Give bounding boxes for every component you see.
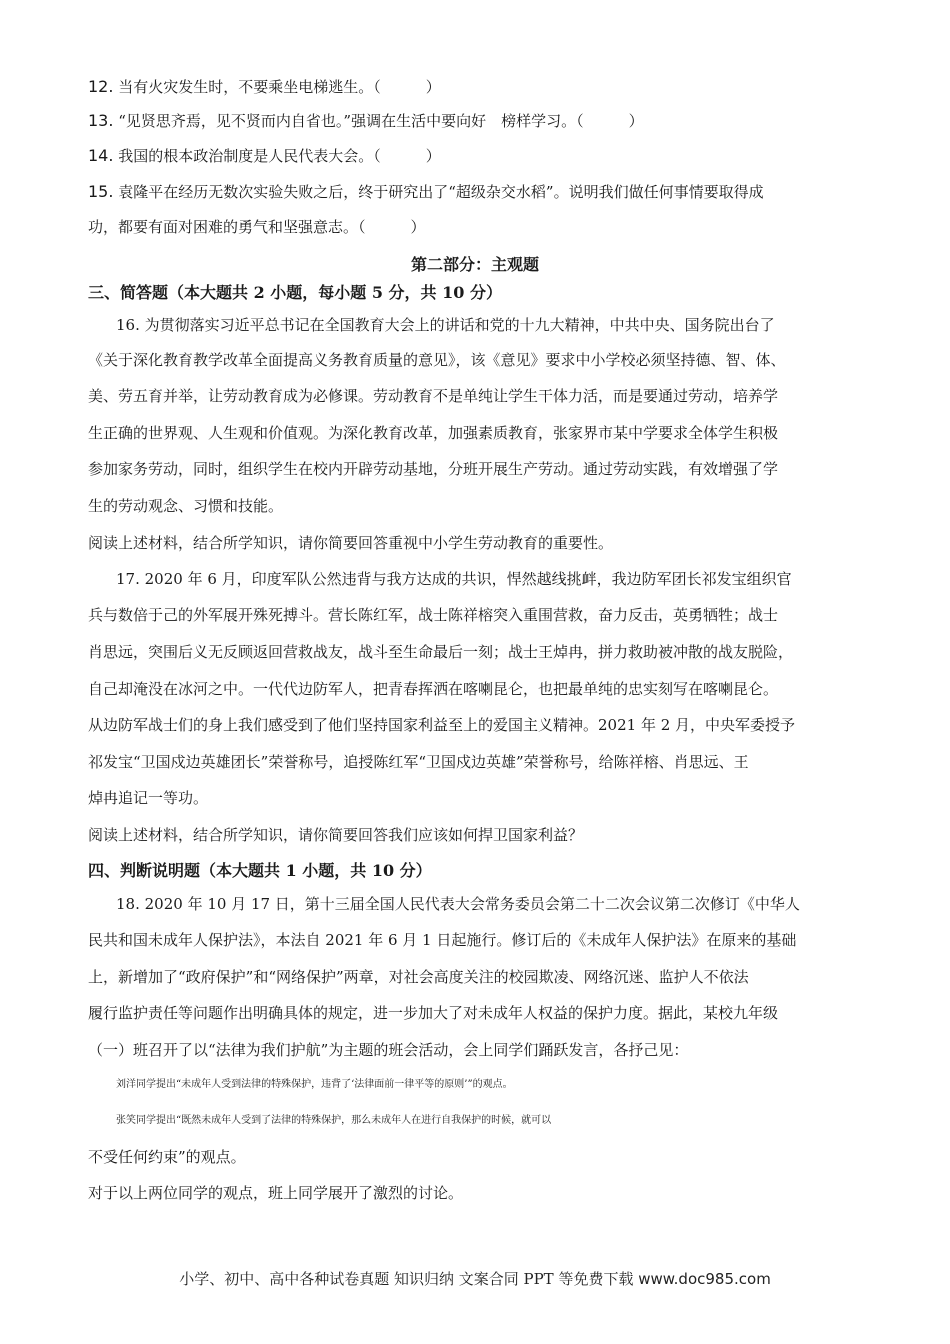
q16-line: 生正确的世界观、人生观和价值观。为深化教育改革，加强素质教育，张家界市某中学要求全体学生积极: [88, 424, 779, 442]
part2-title: 第二部分：主观题: [410, 255, 539, 274]
item-text: “见贤思齐焉，见不贤而内自省也。”强调在生活中要向好 榜样学习。（ ）: [118, 112, 644, 130]
q17-line: 自己却淹没在冰河之中。一代代边防军人，把青春挥洒在喀喇昆仑，也把最单纯的忠实刻写在喀喇昆仑。: [88, 680, 779, 698]
tf-item-15: [88, 181, 868, 203]
tf-item-15-continued: 功，都要有面对困难的勇气和坚强意志。（ ）: [88, 218, 426, 236]
q18-view2-continued: 不受任何约束”的观点。: [88, 1148, 246, 1166]
section3-heading: 三、简答题（本大题共 2 小题，每小题 5 分，共 10 分）: [88, 283, 502, 302]
q17-prompt: 阅读上述材料，结合所学知识，请你简要回答我们应该如何捍卫国家利益？: [88, 826, 584, 844]
item-text: 当有火灾发生时，不要乘坐电梯逃生。（ ）: [118, 78, 441, 96]
q18-line: 18. 2020 年 10 月 17 日，第十三届全国人民代表大会常务委员会第二十二次会议第二次修订《中华人: [116, 895, 800, 913]
q18-line: 上，新增加了“政府保护”和“网络保护”两章，对社会高度关注的校园欺凌、网络沉迷、监护人不依法: [88, 968, 749, 986]
item-number: 15.: [88, 182, 114, 201]
footer-url[interactable]: www.doc985.com: [638, 1270, 771, 1288]
footer-text: 小学、初中、高中各种试卷真题 知识归纳 文案合同 PPT 等免费下载: [179, 1270, 634, 1288]
q16-line: 生的劳动观念、习惯和技能。: [88, 497, 284, 515]
item-number: 13.: [88, 111, 114, 130]
tf-item-14: [88, 145, 868, 167]
q18-line: 民共和国未成年人保护法》，本法自 2021 年 6 月 1 日起施行。修订后的《未成年人保护法》在原来的基础: [88, 931, 797, 949]
q18-view1: 刘洋同学提出“未成年人受到法律的特殊保护，违背了‘法律面前一律平等的原则’”的观点。: [116, 1079, 513, 1090]
item-text: 袁隆平在经历无数次实验失败之后，终于研究出了“超级杂交水稻”。说明我们做任何事情要取得成: [118, 183, 764, 201]
q17-line: 祁发宝“卫国戍边英雄团长”荣誉称号，追授陈红军“卫国戍边英雄”荣誉称号，给陈祥榕、肖思远、王: [88, 753, 749, 771]
section4-heading: 四、判断说明题（本大题共 1 小题，共 10 分）: [88, 861, 432, 880]
q16-prompt: 阅读上述材料，结合所学知识，请你简要回答重视中小学生劳动教育的重要性。: [88, 534, 614, 552]
item-text: 我国的根本政治制度是人民代表大会。（ ）: [118, 147, 441, 165]
q16-line: 美、劳五育并举，让劳动教育成为必修课。劳动教育不是单纯让学生干体力活，而是要通过劳动，培养学: [88, 387, 779, 405]
item-number: 12.: [88, 77, 114, 96]
q18-line: （一）班召开了以“法律为我们护航”为主题的班会活动，会上同学们踊跃发言，各抒己见：: [88, 1041, 689, 1059]
q17-line: 17. 2020 年 6 月，印度军队公然违背与我方达成的共识，悍然越线挑衅，我边防军团长祁发宝组织官: [116, 570, 792, 588]
q17-line: 焯冉追记一等功。: [88, 789, 209, 807]
q17-line: 兵与数倍于己的外军展开殊死搏斗。营长陈红军，战士陈祥榕突入重围营救，奋力反击，英勇牺牲；战士: [88, 606, 779, 624]
tf-item-13: [88, 110, 868, 132]
q18-line: 履行监护责任等问题作出明确具体的规定，进一步加大了对未成年人权益的保护力度。据此，某校九年级: [88, 1004, 779, 1022]
q16-line: 参加家务劳动，同时，组织学生在校内开辟劳动基地，分班开展生产劳动。通过劳动实践，有效增强了学: [88, 460, 779, 478]
item-number: 14.: [88, 146, 114, 165]
q17-line: 从边防军战士们的身上我们感受到了他们坚持国家利益至上的爱国主义精神。2021 年 2 月，中央军委授予: [88, 716, 796, 734]
q18-closing: 对于以上两位同学的观点，班上同学展开了激烈的讨论。: [88, 1184, 464, 1202]
q17-line: 肖思远，突围后义无反顾返回营救战友，战斗至生命最后一刻；战士王焯冉，拼力救助被冲散的战友脱险，: [88, 643, 794, 661]
page-footer: [0, 1268, 950, 1289]
q16-line: 16. 为贯彻落实习近平总书记在全国教育大会上的讲话和党的十九大精神，中共中央、国务院出台了: [116, 316, 775, 334]
tf-item-12: [88, 76, 868, 98]
q18-view2: 张笑同学提出“既然未成年人受到了法律的特殊保护，那么未成年人在进行自我保护的时候，就可以: [116, 1115, 552, 1126]
q16-line: 《关于深化教育教学改革全面提高义务教育质量的意见》，该《意见》要求中小学校必须坚持德、智、体、: [88, 351, 786, 369]
